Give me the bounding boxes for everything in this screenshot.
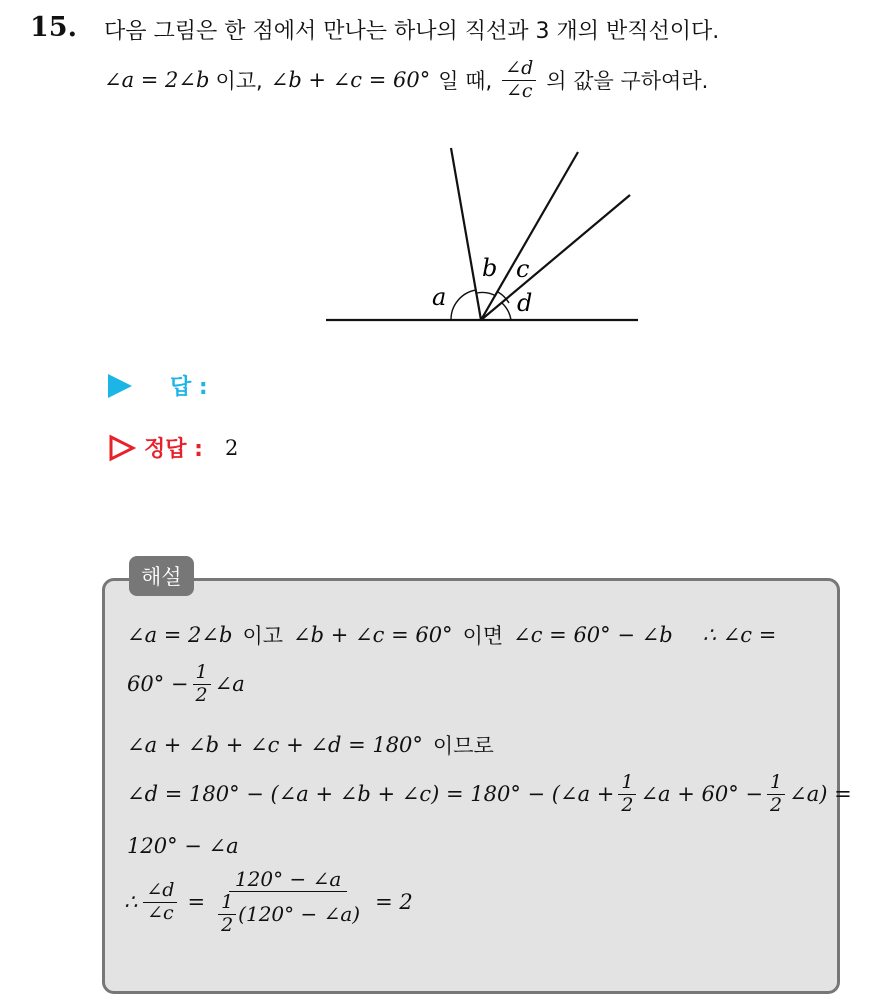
sol-l2-a: 60° −	[127, 672, 189, 697]
correct-answer-value: 2	[224, 435, 239, 460]
sol-l1-e: ∠c = 60° − ∠b	[513, 623, 673, 647]
solution-line-1	[127, 620, 776, 650]
sol-l4-den1: 2	[621, 793, 634, 816]
sol-l6-a: ∴	[124, 890, 138, 915]
question-number: 15.	[30, 12, 77, 43]
sol-l4-b: ∠a + 60° −	[640, 782, 764, 807]
solution-line-3	[127, 730, 494, 760]
sol-l4-num2: 1	[767, 772, 785, 795]
label-a: a	[432, 283, 447, 311]
sol-l4-den2: 2	[770, 793, 783, 816]
sol-l4-num1: 1	[618, 772, 636, 795]
sol-l4-frac2	[767, 772, 785, 817]
sol-l1-d: 이면	[462, 624, 504, 648]
sol-l2-num: 1	[193, 662, 211, 685]
angle-figure	[320, 140, 650, 330]
sol-l6-num: ∠d	[143, 880, 177, 903]
sol-l2-frac	[193, 662, 211, 707]
sol-l1-b: 이고	[242, 624, 284, 648]
sol-l4-a: ∠d = 180° − (∠a + ∠b + ∠c) = 180° − (∠a +	[127, 782, 615, 807]
condition-a: ∠a = 2∠b	[104, 68, 210, 93]
fraction-denominator: ∠c	[505, 79, 533, 102]
outline-triangle-icon	[108, 434, 136, 462]
sol-l1-c: ∠b + ∠c = 60°	[293, 623, 453, 647]
label-c: c	[516, 255, 530, 283]
sol-l6-half-num: 1	[218, 892, 236, 915]
ray-3	[481, 195, 630, 320]
solution-line-4	[127, 772, 852, 817]
solution-line-5	[127, 834, 239, 858]
question-condition	[104, 58, 708, 103]
sol-l1-f: ∴ ∠c =	[702, 623, 777, 647]
solution-line-2	[127, 662, 245, 707]
sol-l6-den: ∠c	[147, 901, 174, 924]
condition-when: 일 때,	[438, 69, 493, 94]
filled-triangle-icon	[108, 374, 132, 398]
sol-l6-half-den: 2	[221, 913, 234, 936]
arc-b	[477, 292, 496, 296]
answer-label: 답 :	[170, 375, 208, 400]
condition-end: 의 값을 구하여라.	[546, 69, 709, 94]
condition-connector: 이고,	[215, 69, 263, 94]
fraction-numerator: ∠d	[502, 58, 536, 81]
sol-l3-a: ∠a + ∠b + ∠c + ∠d = 180°	[127, 733, 423, 757]
sol-l6-big-den-text: (120° − ∠a)	[238, 901, 361, 926]
sol-l2-den: 2	[195, 683, 208, 706]
sol-l2-b: ∠a	[214, 672, 245, 697]
sol-l6-frac	[143, 880, 177, 925]
sol-l4-c: ∠a) =	[789, 782, 852, 807]
solution-tag: 해설	[129, 556, 194, 596]
label-d: d	[517, 289, 533, 317]
sol-l6-big-num: 120° − ∠a	[229, 868, 347, 892]
sol-l5: 120° − ∠a	[127, 834, 239, 858]
solution-line-6	[124, 868, 413, 937]
sol-l3-b: 이므로	[432, 734, 494, 758]
condition-b: ∠b + ∠c = 60°	[270, 68, 431, 93]
sol-l6-half	[218, 892, 236, 937]
sol-l1-a: ∠a = 2∠b	[127, 623, 233, 647]
sol-l6-b: =	[187, 890, 206, 915]
answer-row	[108, 370, 208, 401]
label-b: b	[482, 254, 498, 282]
arc-a	[451, 290, 476, 320]
question-fraction	[502, 58, 536, 103]
sol-l6-big-frac	[213, 868, 363, 937]
arc-d	[502, 303, 511, 320]
correct-answer-row	[108, 432, 238, 463]
correct-answer-label: 정답 :	[144, 437, 203, 462]
sol-l6-c: = 2	[375, 890, 413, 915]
sol-l4-frac1	[618, 772, 636, 817]
question-text: 다음 그림은 한 점에서 만나는 하나의 직선과 3 개의 반직선이다.	[104, 19, 720, 44]
sol-l6-big-den	[213, 892, 363, 937]
